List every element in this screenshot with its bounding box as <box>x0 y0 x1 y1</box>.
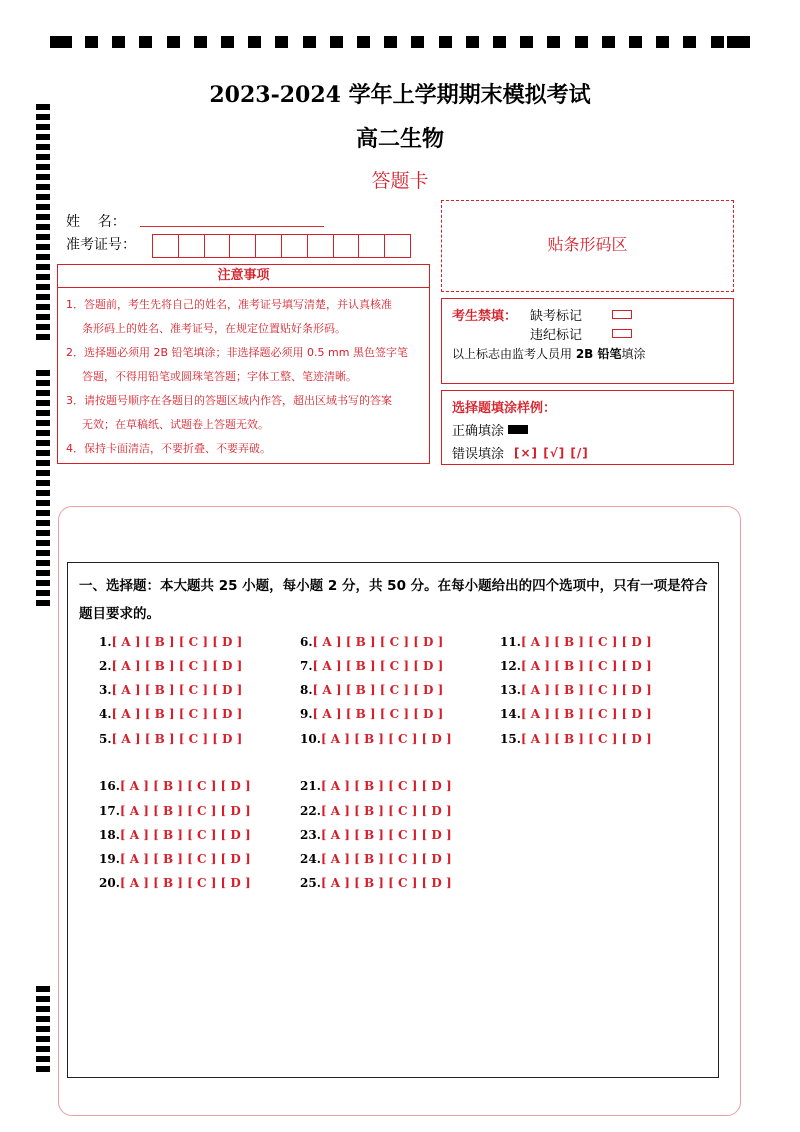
answer-options[interactable]: [ A ] [ B ] [ C ] [ D ] <box>520 659 652 673</box>
question-number: 3. <box>99 683 112 697</box>
wrong-fill-samples: [×] [√] [/] <box>514 445 589 460</box>
answer-options[interactable]: [ A ] [ B ] [ C ] [ D ] <box>119 876 251 890</box>
answer-options[interactable]: [ A ] [ B ] [ C ] [ D ] <box>520 635 652 649</box>
exam-id-cell[interactable] <box>358 234 385 258</box>
timing-mark <box>36 490 50 496</box>
question-item[interactable] <box>500 707 652 721</box>
notice-item <box>66 437 421 461</box>
timing-mark <box>36 600 50 606</box>
timing-mark <box>36 460 50 466</box>
timing-mark <box>36 400 50 406</box>
exam-id-label: 准考证号： <box>66 237 136 253</box>
exam-id-cell[interactable] <box>152 234 179 258</box>
timing-mark <box>36 1046 50 1052</box>
question-number: 10. <box>300 732 321 746</box>
exam-id-cell[interactable] <box>333 234 360 258</box>
timing-mark <box>602 36 615 48</box>
violation-mark-label: 违纪标记 <box>530 328 583 343</box>
question-number: 18. <box>99 828 120 842</box>
timing-mark <box>36 986 50 992</box>
answer-options[interactable]: [ A ] [ B ] [ C ] [ D ] <box>320 779 452 793</box>
timing-mark <box>36 1036 50 1042</box>
notice-line: 3．请按题号顺序在各题目的答题区域内作答，超出区域书写的答案 <box>66 394 392 407</box>
absent-mark-box[interactable] <box>612 310 632 319</box>
timing-mark <box>36 234 50 240</box>
timing-mark <box>411 36 424 48</box>
timing-mark <box>303 36 316 48</box>
question-item[interactable] <box>500 659 652 673</box>
question-item[interactable] <box>99 683 242 697</box>
notice-line: 条形码上的姓名、准考证号，在规定位置贴好条形码。 <box>82 322 346 335</box>
timing-mark <box>36 194 50 200</box>
absent-mark-label: 缺考标记 <box>530 309 583 324</box>
left-timing-marks-middle <box>36 370 50 602</box>
question-item[interactable] <box>300 804 452 818</box>
timing-mark <box>275 36 288 48</box>
timing-mark <box>36 1056 50 1062</box>
answer-options[interactable]: [ A ] [ B ] [ C ] [ D ] <box>520 707 652 721</box>
question-item[interactable] <box>99 828 251 842</box>
timing-mark <box>727 36 750 48</box>
answer-options[interactable]: [ A ] [ B ] [ C ] [ D ] <box>111 732 243 746</box>
exam-id-cell[interactable] <box>204 234 231 258</box>
section-heading: 一、选择题：本大题共 25 小题，每小题 2 分，共 50 分。在每小题给出的四个选项中，只有一项是符合题目要求的。 <box>79 578 708 622</box>
correct-fill-sample <box>508 425 528 434</box>
question-number: 21. <box>300 779 321 793</box>
timing-mark <box>629 36 642 48</box>
answer-options[interactable]: [ A ] [ B ] [ C ] [ D ] <box>520 683 652 697</box>
answer-options[interactable]: [ A ] [ B ] [ C ] [ D ] <box>111 707 243 721</box>
answer-options[interactable]: [ A ] [ B ] [ C ] [ D ] <box>111 635 243 649</box>
question-item[interactable] <box>99 804 251 818</box>
timing-mark <box>439 36 452 48</box>
timing-mark <box>36 560 50 566</box>
answer-options[interactable]: [ A ] [ B ] [ C ] [ D ] <box>312 707 444 721</box>
notice-title: 注意事项 <box>57 264 430 288</box>
question-number: 1. <box>99 635 112 649</box>
question-number: 6. <box>300 635 313 649</box>
timing-mark <box>36 410 50 416</box>
note-text: 以上标志由监考人员用 <box>452 347 576 361</box>
question-number: 24. <box>300 852 321 866</box>
timing-mark <box>36 530 50 536</box>
question-item[interactable] <box>99 779 251 793</box>
timing-mark <box>36 1006 50 1012</box>
notice-item <box>66 341 421 389</box>
timing-mark <box>547 36 560 48</box>
wrong-fill-label: 错误填涂 <box>452 447 505 462</box>
question-item[interactable] <box>300 707 443 721</box>
question-number: 19. <box>99 852 120 866</box>
examinee-restricted-box <box>441 298 734 384</box>
notice-line: 答题，不得用铅笔或圆珠笔答题；字体工整、笔迹清晰。 <box>82 370 357 383</box>
question-item[interactable] <box>500 683 652 697</box>
violation-mark-box[interactable] <box>612 329 632 338</box>
notice-line: 1．答题前，考生先将自己的姓名，准考证号填写清楚，并认真核准 <box>66 298 392 311</box>
answer-options[interactable]: [ A ] [ B ] [ C ] [ D ] <box>119 852 251 866</box>
question-item[interactable] <box>300 683 443 697</box>
note-bold: 2B 铅笔 <box>575 347 622 361</box>
answer-options[interactable]: [ A ] [ B ] [ C ] [ D ] <box>312 659 444 673</box>
answer-options[interactable]: [ A ] [ B ] [ C ] [ D ] <box>119 804 251 818</box>
timing-mark <box>36 294 50 300</box>
question-item[interactable] <box>300 659 443 673</box>
timing-mark <box>36 1026 50 1032</box>
question-number: 7. <box>300 659 313 673</box>
question-number: 8. <box>300 683 313 697</box>
timing-mark <box>36 440 50 446</box>
question-item[interactable] <box>500 635 652 649</box>
timing-mark <box>36 430 50 436</box>
timing-mark <box>167 36 180 48</box>
question-item[interactable] <box>99 852 251 866</box>
answer-options[interactable]: [ A ] [ B ] [ C ] [ D ] <box>312 683 444 697</box>
exam-id-cell[interactable] <box>255 234 282 258</box>
timing-mark <box>36 324 50 330</box>
exam-id-cell[interactable] <box>384 234 411 258</box>
question-item[interactable] <box>300 779 452 793</box>
timing-mark <box>36 244 50 250</box>
timing-mark <box>194 36 207 48</box>
answer-card-title: 答题卡 <box>371 170 429 192</box>
question-item[interactable] <box>300 876 452 890</box>
exam-id-boxes[interactable] <box>152 234 410 258</box>
answer-options[interactable]: [ A ] [ B ] [ C ] [ D ] <box>520 732 652 746</box>
question-number: 15. <box>500 732 521 746</box>
fill-sample-box <box>441 390 734 465</box>
timing-mark <box>50 36 72 48</box>
correct-fill-label: 正确填涂 <box>452 424 505 439</box>
timing-mark <box>36 590 50 596</box>
timing-mark <box>357 36 370 48</box>
timing-mark <box>683 36 696 48</box>
restricted-title: 考生禁填： <box>452 309 518 324</box>
timing-mark <box>36 540 50 546</box>
top-timing-marks <box>50 36 750 50</box>
fill-sample-title: 选择题填涂样例： <box>452 401 557 416</box>
question-item[interactable] <box>300 635 443 649</box>
question-item[interactable] <box>99 635 242 649</box>
question-number: 14. <box>500 707 521 721</box>
timing-mark <box>36 390 50 396</box>
timing-mark <box>493 36 506 48</box>
timing-mark <box>112 36 125 48</box>
notice-item <box>66 389 421 437</box>
question-item[interactable] <box>500 732 652 746</box>
timing-mark <box>711 36 724 48</box>
question-number: 12. <box>500 659 521 673</box>
notice-line: 无效；在草稿纸、试题卷上答题无效。 <box>82 418 269 431</box>
name-field[interactable] <box>140 226 324 227</box>
timing-mark <box>36 570 50 576</box>
timing-mark <box>36 580 50 586</box>
timing-mark <box>36 334 50 340</box>
timing-mark <box>36 284 50 290</box>
timing-mark <box>36 264 50 270</box>
exam-id-cell[interactable] <box>307 234 334 258</box>
timing-mark <box>36 450 50 456</box>
question-number: 25. <box>300 876 321 890</box>
timing-mark <box>36 224 50 230</box>
question-item[interactable] <box>300 732 452 746</box>
timing-mark <box>36 510 50 516</box>
question-number: 13. <box>500 683 521 697</box>
question-number: 9. <box>300 707 313 721</box>
timing-mark <box>656 36 669 48</box>
answer-options[interactable]: [ A ] [ B ] [ C ] [ D ] <box>111 683 243 697</box>
timing-mark <box>330 36 343 48</box>
subject-title: 高二生物 <box>355 126 444 152</box>
question-number: 5. <box>99 732 112 746</box>
exam-id-cell[interactable] <box>281 234 308 258</box>
timing-mark <box>248 36 261 48</box>
timing-mark <box>36 254 50 260</box>
timing-mark <box>36 420 50 426</box>
answer-options[interactable]: [ A ] [ B ] [ C ] [ D ] <box>320 828 452 842</box>
exam-id-cell[interactable] <box>178 234 205 258</box>
timing-mark <box>221 36 234 48</box>
question-item[interactable] <box>99 707 242 721</box>
timing-mark <box>575 36 588 48</box>
restricted-note <box>452 345 646 362</box>
timing-mark <box>384 36 397 48</box>
question-item[interactable] <box>300 852 452 866</box>
timing-mark <box>36 470 50 476</box>
timing-mark <box>36 480 50 486</box>
answer-options[interactable]: [ A ] [ B ] [ C ] [ D ] <box>320 804 452 818</box>
timing-mark <box>36 380 50 386</box>
timing-mark <box>36 304 50 310</box>
timing-mark <box>36 314 50 320</box>
notice-line: 2．选择题必须用 2B 铅笔填涂；非选择题必须用 0.5 mm 黑色签字笔 <box>66 346 408 359</box>
question-number: 23. <box>300 828 321 842</box>
timing-mark <box>520 36 533 48</box>
barcode-area[interactable]: 贴条形码区 <box>441 200 734 292</box>
notice-line: 4．保持卡面清洁，不要折叠、不要弄破。 <box>66 442 271 455</box>
exam-id-cell[interactable] <box>229 234 256 258</box>
answer-options[interactable]: [ A ] [ B ] [ C ] [ D ] <box>320 876 452 890</box>
timing-mark <box>36 214 50 220</box>
answer-options[interactable]: [ A ] [ B ] [ C ] [ D ] <box>119 779 251 793</box>
timing-mark <box>36 520 50 526</box>
question-number: 2. <box>99 659 112 673</box>
left-timing-marks-lower <box>36 986 50 1072</box>
timing-mark <box>36 370 50 376</box>
question-number: 17. <box>99 804 120 818</box>
question-number: 20. <box>99 876 120 890</box>
exam-title: 2023-2024 学年上学期期末模拟考试 <box>209 82 591 108</box>
timing-mark <box>139 36 152 48</box>
question-number: 22. <box>300 804 321 818</box>
timing-mark <box>36 154 50 160</box>
answer-options[interactable]: [ A ] [ B ] [ C ] [ D ] <box>320 732 452 746</box>
answer-options[interactable]: [ A ] [ B ] [ C ] [ D ] <box>320 852 452 866</box>
timing-mark <box>36 996 50 1002</box>
timing-mark <box>36 274 50 280</box>
answer-options[interactable]: [ A ] [ B ] [ C ] [ D ] <box>312 635 444 649</box>
question-item[interactable] <box>99 876 251 890</box>
timing-mark <box>36 1016 50 1022</box>
timing-mark <box>85 36 98 48</box>
question-item[interactable] <box>99 732 242 746</box>
question-number: 16. <box>99 779 120 793</box>
timing-mark <box>466 36 479 48</box>
notice-item <box>66 293 421 341</box>
question-item[interactable] <box>99 659 242 673</box>
question-number: 4. <box>99 707 112 721</box>
answer-options[interactable]: [ A ] [ B ] [ C ] [ D ] <box>119 828 251 842</box>
timing-mark <box>36 1066 50 1072</box>
timing-mark <box>36 204 50 210</box>
note-text: 填涂 <box>621 347 646 361</box>
name-label: 姓 名： <box>66 214 126 230</box>
question-number: 11. <box>500 635 521 649</box>
question-item[interactable] <box>300 828 452 842</box>
timing-mark <box>36 114 50 120</box>
answer-options[interactable]: [ A ] [ B ] [ C ] [ D ] <box>111 659 243 673</box>
timing-mark <box>36 550 50 556</box>
notice-list <box>57 287 430 464</box>
timing-mark <box>36 500 50 506</box>
